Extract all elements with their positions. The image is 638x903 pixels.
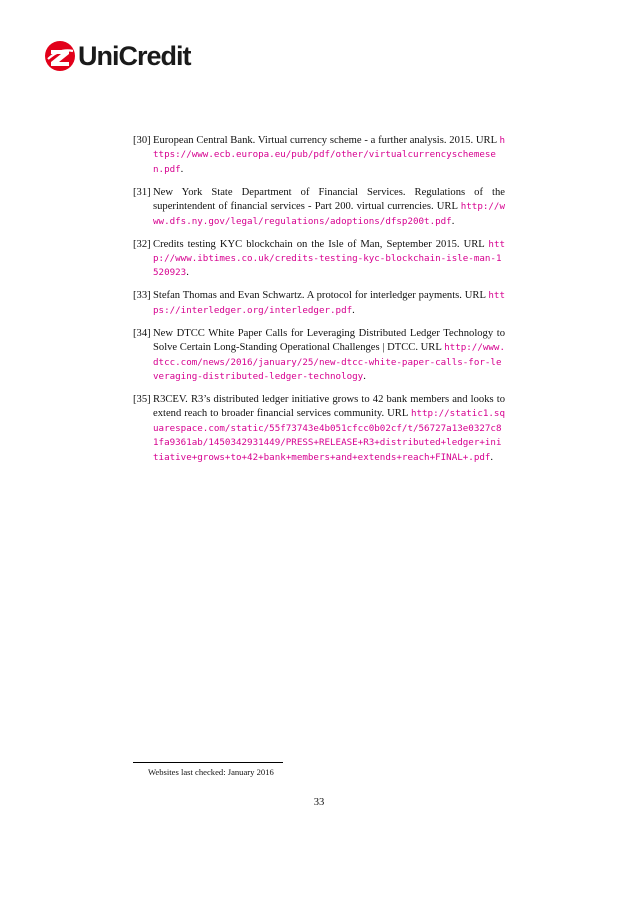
- reference-end: .: [186, 267, 189, 279]
- reference-end: .: [451, 215, 455, 227]
- reference-body: [153, 186, 505, 229]
- reference-end: .: [180, 163, 184, 175]
- logo-text: UniCredit: [78, 40, 191, 71]
- reference-body: [153, 134, 505, 177]
- reference-text: Credits testing KYC blockchain on the Isle of Man, September 2015. URL: [153, 238, 485, 250]
- reference-item: [133, 289, 505, 318]
- reference-number: [32]: [133, 238, 151, 250]
- reference-body: [153, 238, 505, 281]
- reference-url-link[interactable]: http://www.dfs.ny.gov/legal/regulations/adoptions/dfsp200t.pdf: [153, 201, 505, 227]
- reference-url-link[interactable]: https://www.ecb.europa.eu/pub/pdf/other/virtualcurrencyschemesen.pdf: [153, 135, 506, 175]
- reference-url-link[interactable]: http://www.dtcc.com/news/2016/january/25/new-dtcc-white-paper-calls-for-leveraging-distributed-ledger-technology: [153, 342, 505, 383]
- reference-item: [133, 393, 505, 465]
- reference-item: [133, 238, 505, 281]
- reference-item: [133, 134, 505, 177]
- reference-item: [133, 186, 505, 229]
- page-number: 33: [313, 797, 325, 808]
- reference-body: [153, 393, 505, 465]
- reference-number: [30]: [133, 135, 151, 146]
- reference-text: R3CEV. R3’s distributed ledger initiative grows to 42 bank members and looks to extend reach to broader financial services community. URL: [153, 394, 505, 420]
- unicredit-logo: [44, 36, 191, 76]
- reference-url-link[interactable]: https://interledger.org/interledger.pdf: [153, 290, 505, 316]
- reference-number: [31]: [133, 186, 151, 198]
- footnote: Websites last checked: January 2016: [148, 767, 274, 777]
- reference-end: .: [490, 451, 494, 463]
- reference-text: New York State Department of Financial Services. Regulations of the superintendent of financial services - Part 200. virtual currencies. URL: [153, 186, 505, 213]
- reference-text: New DTCC White Paper Calls for Leveraging Distributed Ledger Technology to Solve Certain Long-Standing Operational Challenges | DTCC. URL: [153, 327, 505, 354]
- reference-text: Stefan Thomas and Evan Schwartz. A protocol for interledger payments. URL: [153, 290, 486, 302]
- reference-body: [153, 289, 505, 318]
- reference-number: [35]: [133, 394, 151, 406]
- unicredit-logo-icon: [44, 40, 76, 72]
- reference-end: .: [363, 371, 366, 383]
- reference-url-link[interactable]: http://www.ibtimes.co.uk/credits-testing-kyc-blockchain-isle-man-1520923: [153, 238, 506, 279]
- reference-end: .: [352, 304, 355, 316]
- reference-number: [34]: [133, 327, 151, 339]
- reference-url-link[interactable]: http://static1.squarespace.com/static/55f73743e4b051cfcc0b02cf/t/56727a13e0327c81fa9361ab/1450342931449/PRESS+RELEASE+R3+distributed+ledger+initiative+grows+to+42+bank+members+and+extends+reach+FINAL+.pdf: [153, 408, 505, 463]
- reference-text: European Central Bank. Virtual currency scheme - a further analysis. 2015. URL: [153, 135, 497, 146]
- footnote-rule: [133, 762, 283, 763]
- reference-number: [33]: [133, 290, 151, 302]
- reference-list: [133, 134, 505, 474]
- reference-body: [153, 327, 505, 385]
- reference-item: [133, 327, 505, 385]
